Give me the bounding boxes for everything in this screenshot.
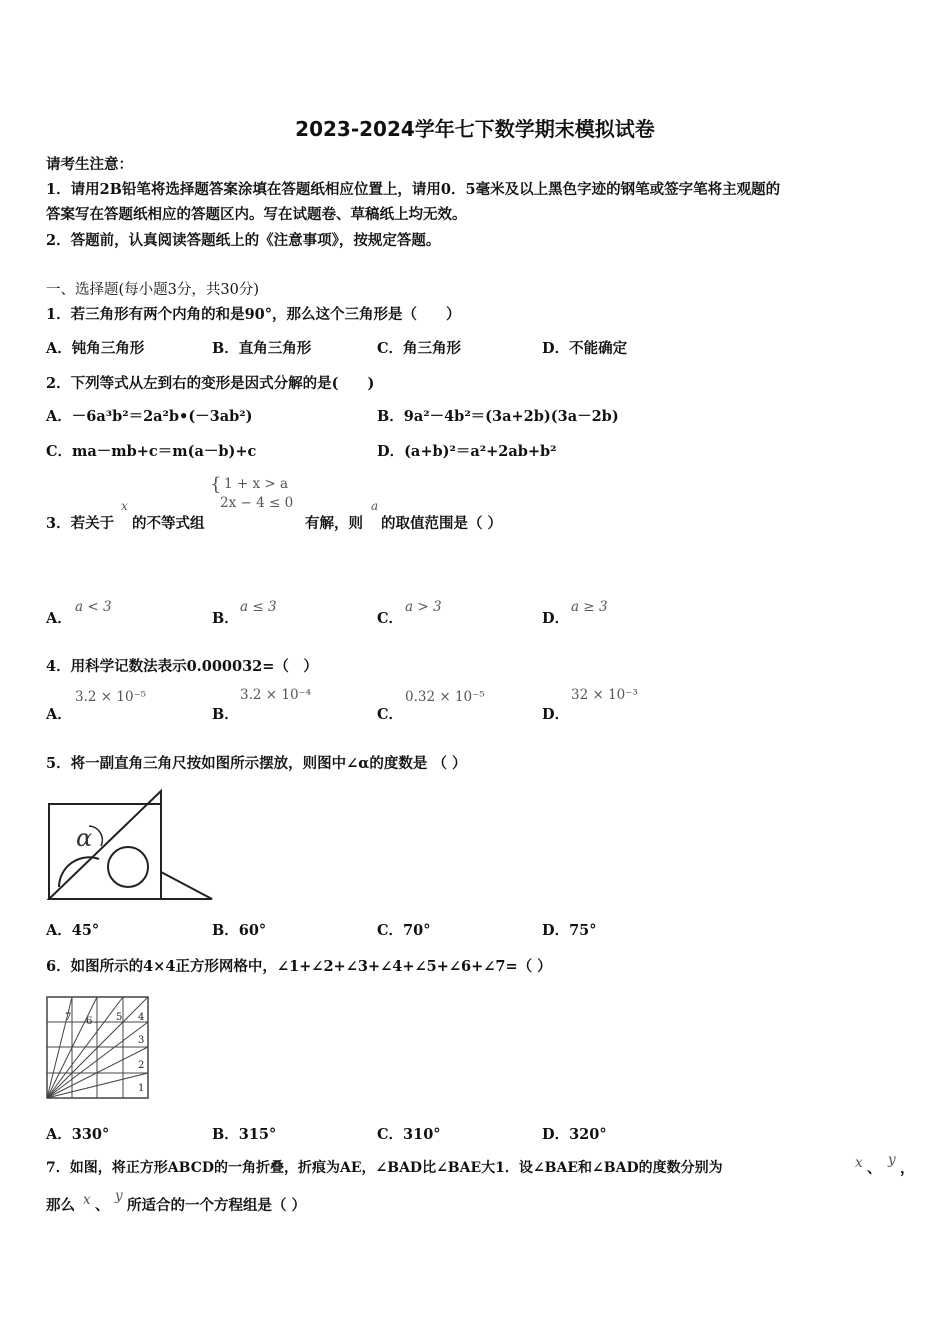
q4-option-c-label: C．: [377, 706, 404, 723]
q2-option-d: D．(a+b)²＝a²+2ab+b²: [377, 443, 557, 460]
q3-var-a: a: [371, 499, 379, 513]
q5-option-a: A．45°: [46, 922, 100, 939]
q5-option-b: B．60°: [212, 922, 267, 939]
q6-option-c: C．310°: [377, 1126, 441, 1143]
q7-stem-line-1: 7．如图，将正方形ABCD的一角折叠，折痕为AE，∠BAD比∠BAE大1．设∠BAE和∠BAD的度数分别为: [46, 1160, 723, 1176]
q2-option-b: B．9a²－4b²＝(3a+2b)(3a－2b): [377, 408, 619, 425]
q7-separator-1: 、: [867, 1160, 882, 1177]
q4-option-a-value: 3.2 × 10⁻⁵: [75, 689, 147, 705]
q3-option-b-label: B．: [212, 610, 239, 627]
q6-grid-figure: [46, 996, 152, 1100]
q4-option-c-value: 0.32 × 10⁻⁵: [405, 689, 485, 705]
section-heading: 一、选择题(每小题3分，共30分): [46, 282, 259, 298]
q7-var-x-2: x: [83, 1192, 91, 1208]
q5-alpha-label: α: [76, 824, 93, 852]
q6-label-5: 5: [116, 1012, 123, 1023]
q3-system-line-1: 1 + x > a: [224, 476, 289, 492]
q1-option-c: C．角三角形: [377, 340, 462, 357]
q3-stem-a: 3．若关于: [46, 515, 115, 532]
q1-stem: 1．若三角形有两个内角的和是90°，那么这个三角形是（ ）: [46, 306, 461, 323]
q5-triangle-large: [49, 791, 161, 899]
q5-circle: [108, 847, 148, 887]
q3-system-line-2: 2x − 4 ≤ 0: [220, 495, 294, 511]
q3-brace: {: [210, 474, 222, 495]
q6-stem: 6．如图所示的4×4正方形网格中，∠1+∠2+∠3+∠4+∠5+∠6+∠7=（ ）: [46, 958, 552, 975]
q6-option-b: B．315°: [212, 1126, 277, 1143]
notice-line-1a: 1．请用2B铅笔将选择题答案涂填在答题纸相应位置上，请用0．5毫米及以上黑色字迹的钢笔或签字笔将主观题的: [46, 181, 781, 198]
q6-label-7: 7: [65, 1012, 72, 1023]
q5-triangle-figure: [46, 788, 218, 906]
q7-var-y: y: [888, 1152, 896, 1168]
q7-stem-line-2a: 那么: [46, 1197, 75, 1214]
q6-label-1: 1: [138, 1083, 145, 1094]
q6-option-a: A．330°: [46, 1126, 110, 1143]
q7-var-y-2: y: [115, 1188, 123, 1204]
q2-option-a: A．－6a³b²＝2a²b•(－3ab²): [46, 408, 253, 425]
q5-stem: 5．将一副直角三角尺按如图所示摆放，则图中∠α的度数是 （ ）: [46, 755, 467, 772]
q4-option-b-value: 3.2 × 10⁻⁴: [240, 687, 312, 703]
notice-line-1b: 答案写在答题纸相应的答题区内。写在试题卷、草稿纸上均无效。: [46, 206, 467, 223]
q5-option-d: D．75°: [542, 922, 597, 939]
q7-separator-2: 、: [95, 1197, 110, 1214]
q5-triangle-small: [161, 872, 212, 899]
q2-stem: 2．下列等式从左到右的变形是因式分解的是( ): [46, 375, 375, 392]
q6-label-4: 4: [138, 1012, 145, 1023]
q4-option-d-label: D．: [542, 706, 570, 723]
page-title: 2023-2024学年七下数学期末模拟试卷: [295, 117, 655, 141]
q4-option-a-label: A．: [46, 706, 72, 723]
q1-option-b: B．直角三角形: [212, 340, 312, 357]
q6-label-6: 6: [86, 1016, 93, 1027]
notice-heading: 请考生注意：: [46, 156, 133, 173]
q1-option-d: D．不能确定: [542, 340, 628, 357]
q7-line-1-end: ，: [900, 1160, 915, 1177]
q3-option-d-value: a ≥ 3: [571, 599, 608, 615]
q6-label-2: 2: [138, 1060, 145, 1071]
q3-stem-d: 的取值范围是（ ）: [381, 515, 503, 532]
q3-stem-c: 有解，则: [305, 515, 363, 532]
q4-option-b-label: B．: [212, 706, 239, 723]
q3-var-x: x: [121, 499, 128, 513]
q3-option-c-value: a > 3: [405, 599, 442, 615]
q3-option-a-value: a < 3: [75, 599, 112, 615]
q5-option-c: C．70°: [377, 922, 431, 939]
q1-option-a: A．钝角三角形: [46, 340, 145, 357]
q6-label-3: 3: [138, 1035, 145, 1046]
q3-option-a-label: A．: [46, 610, 72, 627]
q7-stem-line-2b: 所适合的一个方程组是（ ）: [127, 1197, 307, 1214]
q3-option-c-label: C．: [377, 610, 404, 627]
q3-stem-b: 的不等式组: [132, 515, 205, 532]
q3-option-b-value: a ≤ 3: [240, 599, 277, 615]
q2-option-c: C．ma－mb+c＝m(a－b)+c: [46, 443, 257, 460]
q6-option-d: D．320°: [542, 1126, 607, 1143]
notice-line-2: 2．答题前，认真阅读答题纸上的《注意事项》，按规定答题。: [46, 232, 441, 249]
q3-option-d-label: D．: [542, 610, 570, 627]
q4-option-d-value: 32 × 10⁻³: [571, 687, 638, 703]
q4-stem: 4．用科学记数法表示0.000032=（ ）: [46, 658, 318, 675]
q7-var-x: x: [855, 1155, 863, 1171]
q5-rectangle-edge: [49, 804, 161, 899]
